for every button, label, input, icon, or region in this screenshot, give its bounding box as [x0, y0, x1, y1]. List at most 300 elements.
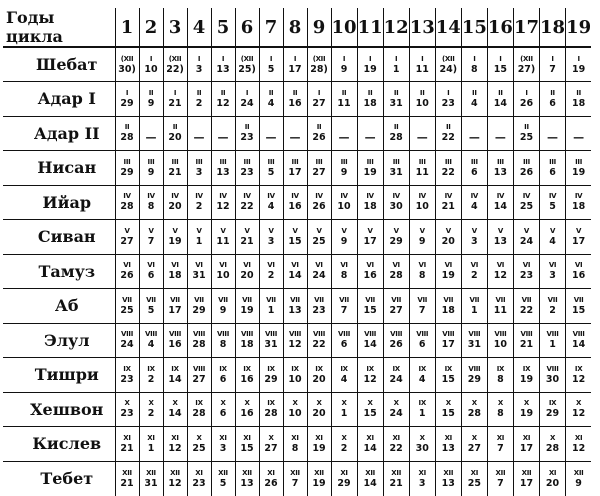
roman-month: II [148, 88, 154, 97]
date-cell [139, 116, 163, 151]
roman-month: V [220, 226, 226, 235]
roman-month: VI [147, 261, 155, 270]
day-number: 3 [195, 166, 203, 178]
date-cell [383, 151, 409, 186]
roman-month: XII [170, 468, 180, 477]
day-number: 19 [571, 166, 586, 178]
date-cell [259, 289, 283, 324]
date-cell [357, 220, 383, 255]
date-cell [513, 358, 539, 393]
day-number: 29 [120, 97, 134, 109]
date-cell [139, 427, 163, 462]
month-row [3, 82, 591, 117]
day-number: 16 [288, 201, 302, 213]
date-cell [307, 82, 331, 117]
roman-month: VIII [192, 330, 206, 339]
date-cell [566, 151, 592, 186]
roman-month: II [341, 88, 347, 97]
day-number: 1 [340, 408, 348, 420]
date-cell [259, 185, 283, 220]
date-cell [435, 289, 461, 324]
roman-month: IX [171, 364, 179, 373]
month-name: Сиван [3, 220, 115, 255]
roman-month: IV [392, 192, 400, 201]
date-cell [235, 461, 259, 496]
day-number: 17 [571, 235, 586, 247]
roman-month: III [523, 157, 530, 166]
roman-month: I [269, 54, 273, 63]
roman-month: XII [146, 468, 156, 477]
date-cell [331, 254, 357, 289]
roman-month: III [171, 157, 179, 166]
roman-month: XII [365, 468, 375, 477]
day-number: 2 [195, 97, 203, 109]
roman-month: X [341, 433, 347, 442]
year-header: 4 [187, 8, 211, 47]
day-number: 10 [337, 201, 351, 213]
day-number: 15 [363, 304, 377, 316]
day-number: 28 [389, 132, 403, 144]
day-number: 2 [340, 442, 348, 454]
date-cell [409, 289, 435, 324]
roman-month: IV [219, 192, 227, 201]
date-cell [235, 220, 259, 255]
date-cell [235, 185, 259, 220]
roman-month: I [149, 54, 153, 63]
date-cell [461, 392, 487, 427]
roman-month: IV [496, 192, 505, 201]
roman-month: V [419, 226, 425, 235]
day-number: 8 [471, 63, 478, 75]
date-cell [566, 392, 592, 427]
day-number: 25 [120, 304, 134, 316]
date-cell [513, 116, 539, 151]
date-cell [566, 185, 592, 220]
date-cell [540, 289, 566, 324]
roman-month: X [268, 433, 274, 442]
date-cell [163, 358, 187, 393]
date-cell [409, 254, 435, 289]
date-cell [139, 151, 163, 186]
day-number: 23 [240, 166, 254, 178]
date-cell [283, 427, 307, 462]
date-cell [307, 323, 331, 358]
date-cell [383, 254, 409, 289]
date-cell [487, 461, 513, 496]
roman-month: VIII [168, 330, 182, 339]
roman-month: IX [195, 399, 203, 408]
roman-month: VIII [144, 330, 158, 339]
day-number: 7 [340, 304, 348, 316]
date-cell [409, 358, 435, 393]
day-number: 8 [418, 270, 426, 282]
month-name: Элул [3, 323, 115, 358]
day-number: 15 [571, 304, 586, 316]
roman-month: VIII [390, 330, 403, 339]
date-cell [283, 47, 307, 82]
date-cell [115, 461, 139, 496]
date-cell [211, 358, 235, 393]
roman-month: IV [315, 192, 323, 201]
roman-month: XI [548, 468, 557, 477]
day-number: 1 [147, 442, 155, 454]
day-number: 21 [240, 235, 254, 247]
month-row [3, 461, 591, 496]
roman-month: (XII [520, 54, 533, 63]
day-number: 19 [363, 166, 377, 178]
roman-month: III [267, 157, 275, 166]
day-number: 15 [363, 408, 377, 420]
roman-month: III [291, 157, 299, 166]
day-number: 3 [267, 235, 275, 247]
roman-month: XI [267, 468, 275, 477]
roman-month: XII [495, 468, 506, 477]
day-number: 15 [441, 408, 455, 420]
roman-month: XI [366, 433, 374, 442]
roman-month: X [220, 399, 226, 408]
day-number: 10 [216, 270, 230, 282]
date-cell [357, 358, 383, 393]
roman-month: VIII [468, 364, 481, 373]
date-cell [259, 254, 283, 289]
day-number: 24) [439, 63, 458, 75]
day-number: 15 [288, 235, 302, 247]
month-row [3, 323, 591, 358]
roman-month: V [471, 226, 477, 235]
date-cell [513, 151, 539, 186]
day-number: 18 [363, 201, 377, 213]
roman-month: VII [146, 295, 156, 304]
year-header: 11 [357, 8, 383, 47]
date-cell [163, 427, 187, 462]
day-number: 15 [441, 373, 455, 385]
date-cell [115, 289, 139, 324]
roman-month: I [197, 54, 201, 63]
day-number: 10 [415, 201, 429, 213]
date-cell [307, 289, 331, 324]
day-number: 28 [192, 339, 206, 351]
roman-month: VIII [288, 330, 302, 339]
roman-month: VI [315, 261, 323, 270]
date-cell [163, 323, 187, 358]
roman-month: III [418, 157, 426, 166]
date-cell [139, 461, 163, 496]
day-number: 21 [389, 477, 403, 489]
date-cell [331, 47, 357, 82]
day-number: 28 [264, 408, 278, 420]
roman-month: IX [522, 364, 531, 373]
date-cell [513, 427, 539, 462]
date-cell [566, 461, 592, 496]
date-cell [187, 116, 211, 151]
roman-month: VI [392, 261, 400, 270]
date-cell [163, 220, 187, 255]
day-number: 25) [238, 63, 256, 75]
date-cell [357, 185, 383, 220]
roman-month: IX [267, 364, 275, 373]
roman-month: VII [266, 295, 276, 304]
roman-month: VII [521, 295, 532, 304]
year-header: 16 [487, 8, 513, 47]
day-number: 15 [240, 442, 254, 454]
month-row [3, 151, 591, 186]
day-number: 26 [312, 201, 326, 213]
day-number: 4 [267, 201, 275, 213]
day-number: 4 [471, 97, 478, 109]
date-cell [163, 116, 187, 151]
day-number: 31 [389, 97, 403, 109]
day-number: 21 [168, 97, 182, 109]
day-number: 19 [519, 373, 534, 385]
jewish-calendar-table [3, 8, 591, 496]
roman-month: IV [171, 192, 179, 201]
date-cell [566, 47, 592, 82]
date-cell [187, 185, 211, 220]
day-number: 28 [467, 408, 481, 420]
day-number: 5 [147, 304, 155, 316]
date-cell [540, 358, 566, 393]
date-cell [383, 82, 409, 117]
roman-month: XI [243, 433, 251, 442]
date-cell [566, 116, 592, 151]
day-number: 1 [195, 235, 203, 247]
roman-month: X [124, 399, 130, 408]
date-cell [211, 392, 235, 427]
date-cell [115, 82, 139, 117]
day-number: 20 [168, 132, 182, 144]
day-number: 16 [288, 97, 302, 109]
date-cell [163, 185, 187, 220]
roman-month: III [123, 157, 131, 166]
date-cell [383, 427, 409, 462]
roman-month: X [172, 399, 178, 408]
roman-month: VI [444, 261, 452, 270]
roman-month: II [524, 123, 529, 132]
date-cell [307, 392, 331, 427]
roman-month: XI [470, 468, 479, 477]
date-cell [487, 151, 513, 186]
date-cell [383, 220, 409, 255]
roman-month: II [268, 88, 274, 97]
date-cell [187, 220, 211, 255]
date-cell [235, 323, 259, 358]
date-cell [139, 289, 163, 324]
roman-month: VI [171, 261, 179, 270]
day-number: 26 [389, 339, 403, 351]
roman-month: V [292, 226, 298, 235]
date-cell [435, 461, 461, 496]
day-number: 24 [389, 373, 403, 385]
day-number: 3 [219, 442, 227, 454]
day-number: 8 [497, 373, 504, 385]
date-cell [139, 185, 163, 220]
date-cell [115, 427, 139, 462]
date-cell [187, 151, 211, 186]
roman-month: VIII [494, 330, 507, 339]
date-cell [540, 151, 566, 186]
date-cell [115, 358, 139, 393]
day-number: 11 [415, 166, 429, 178]
roman-month: II [445, 123, 451, 132]
day-number: 25 [519, 201, 534, 213]
date-cell [331, 151, 357, 186]
date-cell [211, 461, 235, 496]
date-cell [409, 220, 435, 255]
roman-month: IX [219, 364, 227, 373]
roman-month: II [172, 123, 178, 132]
roman-month: IX [444, 364, 452, 373]
date-cell [487, 392, 513, 427]
month-name: Нисан [3, 151, 115, 186]
date-cell [487, 427, 513, 462]
empty-dash: — [265, 130, 277, 144]
day-number: 24 [120, 339, 134, 351]
roman-month: VII [495, 295, 506, 304]
day-number: 31 [192, 270, 206, 282]
day-number: 29 [467, 373, 481, 385]
day-number: 14 [493, 97, 508, 109]
roman-month: I [125, 88, 129, 97]
date-cell [187, 392, 211, 427]
roman-month: II [393, 88, 399, 97]
day-number: 6 [219, 408, 227, 420]
date-cell [540, 47, 566, 82]
date-cell [513, 47, 539, 82]
day-number: 2 [147, 373, 155, 385]
date-cell [163, 82, 187, 117]
date-cell [187, 427, 211, 462]
day-number: 14 [168, 408, 182, 420]
day-number: 29 [264, 373, 278, 385]
date-cell [139, 254, 163, 289]
date-cell [163, 392, 187, 427]
day-number: 4 [147, 339, 155, 351]
day-number: 30 [415, 442, 429, 454]
roman-month: IV [444, 192, 452, 201]
date-cell [139, 323, 163, 358]
day-number: 2 [471, 270, 478, 282]
year-header: 9 [307, 8, 331, 47]
date-cell [383, 116, 409, 151]
roman-month: I [525, 88, 528, 97]
date-cell [383, 185, 409, 220]
roman-month: V [172, 226, 178, 235]
date-cell [283, 392, 307, 427]
month-name: Ийар [3, 185, 115, 220]
roman-month: I [577, 54, 580, 63]
roman-month: VI [522, 261, 531, 270]
roman-month: VIII [120, 330, 134, 339]
date-cell [435, 323, 461, 358]
day-number: 6 [147, 270, 155, 282]
roman-month: IV [366, 192, 374, 201]
date-cell [235, 82, 259, 117]
date-cell [331, 82, 357, 117]
roman-month: VI [243, 261, 251, 270]
date-cell [259, 427, 283, 462]
day-number: 4 [267, 97, 275, 109]
roman-month: III [549, 157, 556, 166]
roman-month: XI [291, 433, 299, 442]
date-cell [331, 323, 357, 358]
date-cell [513, 82, 539, 117]
roman-month: I [395, 54, 398, 63]
day-number: 1 [471, 304, 478, 316]
day-number: 20 [312, 373, 326, 385]
date-cell [283, 289, 307, 324]
date-cell [283, 116, 307, 151]
date-cell [187, 47, 211, 82]
date-cell [331, 116, 357, 151]
day-number: 18 [240, 339, 254, 351]
date-cell [307, 116, 331, 151]
day-number: 21 [168, 166, 182, 178]
date-cell [540, 254, 566, 289]
date-cell [163, 151, 187, 186]
day-number: 17 [288, 63, 302, 75]
day-number: 26 [312, 132, 326, 144]
date-cell [513, 392, 539, 427]
date-cell [211, 220, 235, 255]
day-number: 27 [312, 97, 326, 109]
day-number: 17 [168, 304, 182, 316]
date-cell [259, 323, 283, 358]
date-cell [566, 289, 592, 324]
roman-month: IV [123, 192, 131, 201]
date-cell [187, 358, 211, 393]
roman-month: X [196, 433, 202, 442]
month-name: Хешвон [3, 392, 115, 427]
date-cell [409, 185, 435, 220]
empty-dash: — [573, 130, 585, 144]
date-cell [540, 185, 566, 220]
date-cell [513, 220, 539, 255]
roman-month: I [499, 54, 502, 63]
roman-month: II [316, 123, 322, 132]
empty-dash: — [217, 130, 229, 144]
day-number: 9 [418, 235, 426, 247]
day-number: 2 [147, 408, 155, 420]
empty-dash: — [289, 130, 301, 144]
date-cell [307, 185, 331, 220]
day-number: 6 [418, 339, 426, 351]
roman-month: VI [267, 261, 275, 270]
month-row [3, 220, 591, 255]
day-number: 16 [363, 270, 377, 282]
day-number: 8 [291, 442, 299, 454]
date-cell [357, 392, 383, 427]
day-number: 20 [441, 235, 455, 247]
date-cell [307, 358, 331, 393]
year-header: 18 [540, 8, 566, 47]
roman-month: V [497, 226, 503, 235]
day-number: 18 [168, 270, 182, 282]
day-number: 30 [389, 201, 403, 213]
year-header: 19 [566, 8, 592, 47]
roman-month: VII [122, 295, 132, 304]
date-cell [259, 82, 283, 117]
day-number: 14 [493, 201, 508, 213]
empty-dash: — [416, 130, 428, 144]
date-cell [487, 185, 513, 220]
roman-month: XII [242, 468, 252, 477]
date-cell [357, 82, 383, 117]
day-number: 1 [418, 408, 426, 420]
date-cell [540, 220, 566, 255]
day-number: 27 [312, 166, 326, 178]
day-number: 17 [441, 339, 455, 351]
date-cell [235, 427, 259, 462]
